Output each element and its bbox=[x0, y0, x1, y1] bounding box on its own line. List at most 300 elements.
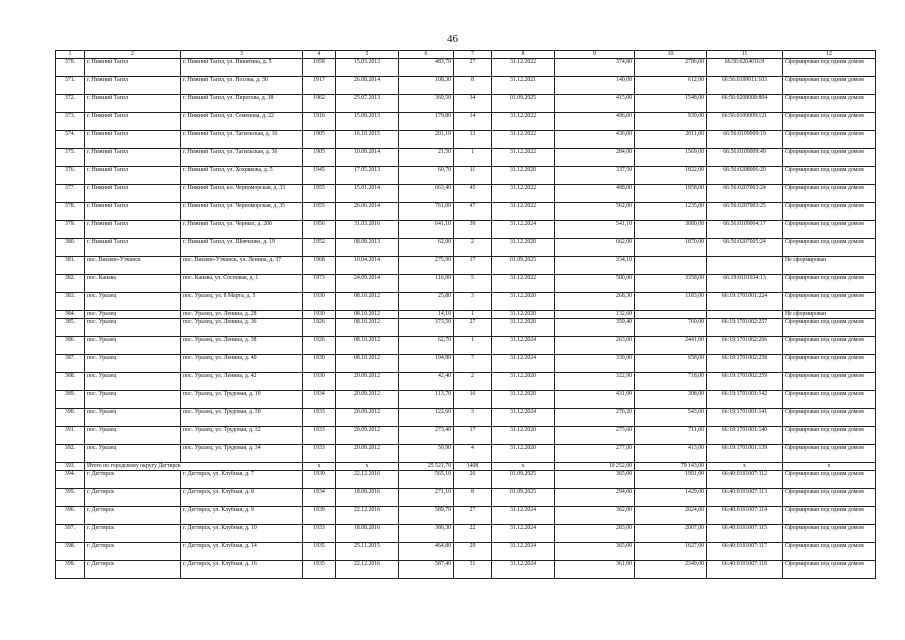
row-number-cell: 396. bbox=[56, 507, 85, 525]
land-status-cell: Сформирован под одним домом bbox=[783, 507, 876, 525]
build-year-cell: 1939 bbox=[303, 471, 336, 489]
deadline-date-cell: 01.09.2025 bbox=[492, 489, 555, 507]
cadastral-number-cell: 66:56:0207003:24 bbox=[707, 185, 783, 203]
address-cell: пос. Уралец, ул. Трудовая, д. 32 bbox=[181, 427, 303, 445]
record-date-cell: 22.12.2016 bbox=[336, 561, 399, 579]
address-cell: пос. Висимо-Уткинск, ул. Ленина, д. 37 bbox=[181, 257, 303, 275]
address-cell: пос. Уралец, ул. Ленина, д. 42 bbox=[181, 373, 303, 391]
record-date-cell: 15.03.2013 bbox=[336, 59, 399, 77]
area-cell: 194,80 bbox=[399, 355, 454, 373]
area-cell: 761,00 bbox=[399, 203, 454, 221]
column-10-value-cell: 1858,00 bbox=[635, 185, 707, 203]
address-cell: г. Дегтярск, ул. Клубная, д. 8 bbox=[181, 489, 303, 507]
residents-cell: 1 bbox=[454, 149, 492, 167]
area-cell: 50,90 bbox=[399, 445, 454, 463]
area-cell: 201,10 bbox=[399, 131, 454, 149]
area-cell: 42,40 bbox=[399, 373, 454, 391]
column-header-9: 9 bbox=[555, 51, 635, 59]
table-row bbox=[56, 257, 876, 275]
land-status-cell: Сформирован под одним домом bbox=[783, 489, 876, 507]
table-body bbox=[56, 59, 876, 579]
column-9-value-cell: 339,00 bbox=[555, 355, 635, 373]
column-9-value-cell: 662,00 bbox=[555, 239, 635, 257]
build-year-cell: 1930 bbox=[303, 293, 336, 311]
table-row bbox=[56, 373, 876, 391]
land-status-cell: Не сформирован bbox=[783, 311, 876, 319]
area-cell: 369,50 bbox=[399, 95, 454, 113]
column-9-value-cell: 277,00 bbox=[555, 445, 635, 463]
land-status-cell: Сформирован под одним домом bbox=[783, 221, 876, 239]
row-number-cell: 378. bbox=[56, 203, 85, 221]
cadastral-number-cell: 66:19:1701001:142 bbox=[707, 391, 783, 409]
record-date-cell: 20.09.2012 bbox=[336, 373, 399, 391]
cadastral-number-cell: 66:56:0207005:24 bbox=[707, 239, 783, 257]
land-status-cell: Сформирован под одним домом bbox=[783, 337, 876, 355]
area-cell: 62,90 bbox=[399, 239, 454, 257]
column-9-value-cell: 268,30 bbox=[555, 293, 635, 311]
deadline-date-cell: 31.12.2024 bbox=[492, 409, 555, 427]
record-date-cell: 25.11.2015 bbox=[336, 543, 399, 561]
address-cell: г. Нижний Тагил, ул. Носова, д. 30 bbox=[181, 77, 303, 95]
row-number-cell: 376. bbox=[56, 167, 85, 185]
address-cell: г. Нижний Тагил, ул. Шевченко, д. 19 bbox=[181, 239, 303, 257]
settlement-cell: г. Нижний Тагил bbox=[85, 95, 181, 113]
record-date-cell: 24.09.2014 bbox=[336, 275, 399, 293]
row-number-cell: 385. bbox=[56, 319, 85, 337]
table-row bbox=[56, 95, 876, 113]
settlement-cell: пос. Уралец bbox=[85, 409, 181, 427]
residents-cell: 11 bbox=[454, 167, 492, 185]
build-year-cell: 1934 bbox=[303, 391, 336, 409]
cadastral-number-cell: 66:40:0101007:113 bbox=[707, 489, 783, 507]
table-row bbox=[56, 275, 876, 293]
land-status-cell: Сформирован под одним домом bbox=[783, 525, 876, 543]
column-9-value-cell: 436,00 bbox=[555, 131, 635, 149]
record-date-cell: 20.09.2012 bbox=[336, 391, 399, 409]
residents-cell: 5 bbox=[454, 275, 492, 293]
land-status-cell: Сформирован под одним домом bbox=[783, 59, 876, 77]
cadastral-number-cell: 66:19:1701001:141 bbox=[707, 409, 783, 427]
row-number-cell: 380. bbox=[56, 239, 85, 257]
row-number-cell: 399. bbox=[56, 561, 85, 579]
column-header-7: 7 bbox=[454, 51, 492, 59]
cadastral-number-cell: 66:56:0208006:20 bbox=[707, 167, 783, 185]
build-year-cell: 1934 bbox=[303, 489, 336, 507]
cadastral-number-cell: 66:56:0109004:17 bbox=[707, 221, 783, 239]
row-number-cell: 398. bbox=[56, 543, 85, 561]
total-col-4-cell: x bbox=[303, 463, 336, 471]
total-col-12-cell: x bbox=[783, 463, 876, 471]
area-cell: 464,80 bbox=[399, 543, 454, 561]
land-status-cell: Сформирован под одним домом bbox=[783, 409, 876, 427]
address-cell: г. Дегтярск, ул. Клубная, д. 9 bbox=[181, 507, 303, 525]
column-9-value-cell: 431,00 bbox=[555, 391, 635, 409]
cadastral-number-cell: 66:56:0109009:121 bbox=[707, 113, 783, 131]
land-status-cell: Сформирован под одним домом bbox=[783, 113, 876, 131]
table-row bbox=[56, 221, 876, 239]
address-cell: пос. Уралец, ул. Трудовая, д. 19 bbox=[181, 391, 303, 409]
column-10-value-cell: 1235,00 bbox=[635, 203, 707, 221]
settlement-cell: г. Нижний Тагил bbox=[85, 221, 181, 239]
settlement-cell: г. Нижний Тагил bbox=[85, 131, 181, 149]
column-9-value-cell: 294,00 bbox=[555, 489, 635, 507]
register-table bbox=[55, 50, 876, 579]
deadline-date-cell: 31.12.2020 bbox=[492, 319, 555, 337]
table-row bbox=[56, 427, 876, 445]
cadastral-number-cell: 66:40:0101007:112 bbox=[707, 471, 783, 489]
column-10-value-cell: 1183,00 bbox=[635, 293, 707, 311]
address-cell: г. Дегтярск, ул. Клубная, д. 7 bbox=[181, 471, 303, 489]
deadline-date-cell: 31.12.2020 bbox=[492, 373, 555, 391]
area-cell: 587,40 bbox=[399, 561, 454, 579]
address-cell: пос. Уралец, ул. Ленина, д. 28 bbox=[181, 311, 303, 319]
cadastral-number-cell: 66:56:0207003:25 bbox=[707, 203, 783, 221]
residents-cell: 31 bbox=[454, 561, 492, 579]
address-cell: г. Дегтярск, ул. Клубная, д. 16 bbox=[181, 561, 303, 579]
record-date-cell: 08.10.2012 bbox=[336, 293, 399, 311]
cadastral-number-cell bbox=[707, 311, 783, 319]
deadline-date-cell: 31.12.2024 bbox=[492, 507, 555, 525]
address-cell: г. Нижний Тагил, ул. Черноморская, д. 35 bbox=[181, 203, 303, 221]
column-9-value-cell: 374,80 bbox=[555, 59, 635, 77]
deadline-date-cell: 31.12.2022 bbox=[492, 185, 555, 203]
column-9-value-cell: 496,00 bbox=[555, 113, 635, 131]
column-9-value-cell: 365,00 bbox=[555, 471, 635, 489]
column-10-value-cell: 2011,00 bbox=[635, 131, 707, 149]
build-year-cell: 1905 bbox=[303, 131, 336, 149]
settlement-cell: пос. Уралец bbox=[85, 293, 181, 311]
land-status-cell: Сформирован под одним домом bbox=[783, 293, 876, 311]
total-label-cell: Итого по городскому округу Дегтярск bbox=[85, 463, 303, 471]
cadastral-number-cell: 66:19:1701002:266 bbox=[707, 337, 783, 355]
residents-cell: 13 bbox=[454, 131, 492, 149]
record-date-cell: 10.09.2014 bbox=[336, 149, 399, 167]
area-cell: 483,70 bbox=[399, 59, 454, 77]
row-number-cell: 387. bbox=[56, 355, 85, 373]
area-cell: 589,70 bbox=[399, 507, 454, 525]
cadastral-number-cell: 66:56:0208008:804 bbox=[707, 95, 783, 113]
column-9-value-cell: 541,10 bbox=[555, 221, 635, 239]
column-9-value-cell: 140,00 bbox=[555, 77, 635, 95]
table-row bbox=[56, 471, 876, 489]
row-number-cell: 372. bbox=[56, 95, 85, 113]
land-status-cell: Сформирован под одним домом bbox=[783, 131, 876, 149]
record-date-cell: 22.12.2016 bbox=[336, 507, 399, 525]
column-10-value-cell: 543,00 bbox=[635, 409, 707, 427]
table-row bbox=[56, 59, 876, 77]
residents-cell: 3 bbox=[454, 409, 492, 427]
column-header-1: 1 bbox=[56, 51, 85, 59]
row-number-cell: 382. bbox=[56, 275, 85, 293]
row-number-cell: 379. bbox=[56, 221, 85, 239]
column-10-value-cell: 711,00 bbox=[635, 427, 707, 445]
settlement-cell: пос. Уралец bbox=[85, 427, 181, 445]
build-year-cell: 1916 bbox=[303, 113, 336, 131]
table-row bbox=[56, 167, 876, 185]
build-year-cell: 1939 bbox=[303, 507, 336, 525]
record-date-cell: 18.08.2016 bbox=[336, 489, 399, 507]
total-residents-cell: 1408 bbox=[454, 463, 492, 471]
column-9-value-cell: 276,20 bbox=[555, 409, 635, 427]
settlement-cell: г. Дегтярск bbox=[85, 525, 181, 543]
cadastral-number-cell: 66:19:1701002:259 bbox=[707, 373, 783, 391]
settlement-cell: пос. Уралец bbox=[85, 311, 181, 319]
address-cell: г. Нижний Тагил, ул. Тагильская, д. 36 bbox=[181, 149, 303, 167]
land-status-cell: Сформирован под одним домом bbox=[783, 203, 876, 221]
column-9-value-cell: 359,40 bbox=[555, 319, 635, 337]
residents-cell: 4 bbox=[454, 445, 492, 463]
column-10-value-cell: 718,00 bbox=[635, 373, 707, 391]
settlement-cell: г. Дегтярск bbox=[85, 543, 181, 561]
address-cell: г. Нижний Тагил, ул. Черных, д. 20б bbox=[181, 221, 303, 239]
cadastral-number-cell: 66:40:0101007:118 bbox=[707, 561, 783, 579]
settlement-cell: пос. Уралец bbox=[85, 337, 181, 355]
total-col-5-cell: x bbox=[336, 463, 399, 471]
row-number-cell: 381. bbox=[56, 257, 85, 275]
record-date-cell: 16.10.2015 bbox=[336, 131, 399, 149]
land-status-cell: Сформирован под одним домом bbox=[783, 319, 876, 337]
settlement-cell: г. Дегтярск bbox=[85, 489, 181, 507]
land-status-cell: Сформирован под одним домом bbox=[783, 427, 876, 445]
table-row bbox=[56, 319, 876, 337]
area-cell: 21,50 bbox=[399, 149, 454, 167]
land-status-cell: Сформирован под одним домом bbox=[783, 95, 876, 113]
column-10-value-cell: 2349,00 bbox=[635, 561, 707, 579]
table-row bbox=[56, 337, 876, 355]
cadastral-number-cell: 66:19:1701002:257 bbox=[707, 319, 783, 337]
cadastral-number-cell: 66:56:0109011:103 bbox=[707, 77, 783, 95]
address-cell: г. Нижний Тагил, ул. Хохрякова, д. 5 bbox=[181, 167, 303, 185]
build-year-cell: 1930 bbox=[303, 311, 336, 319]
land-status-cell: Сформирован под одним домом bbox=[783, 149, 876, 167]
row-number-cell: 386. bbox=[56, 337, 85, 355]
address-cell: г. Нижний Тагил, ул. Тагильская, д. 16 bbox=[181, 131, 303, 149]
settlement-cell: пос. Уралец bbox=[85, 319, 181, 337]
table-row bbox=[56, 77, 876, 95]
record-date-cell: 18.08.2016 bbox=[336, 525, 399, 543]
column-10-value-cell: 1569,00 bbox=[635, 149, 707, 167]
land-status-cell: Сформирован под одним домом bbox=[783, 445, 876, 463]
row-number-cell: 388. bbox=[56, 373, 85, 391]
record-date-cell: 15.01.2014 bbox=[336, 185, 399, 203]
address-cell: пос. Уралец, ул. Ленина, д. 38 bbox=[181, 337, 303, 355]
deadline-date-cell: 31.12.2022 bbox=[492, 203, 555, 221]
column-9-value-cell: 284,00 bbox=[555, 149, 635, 167]
address-cell: г. Нижний Тагил, кл. Черноморская, д. 33 bbox=[181, 185, 303, 203]
settlement-cell: г. Дегтярск bbox=[85, 471, 181, 489]
table-row bbox=[56, 489, 876, 507]
record-date-cell: 17.05.2013 bbox=[336, 167, 399, 185]
row-number-cell: 375. bbox=[56, 149, 85, 167]
settlement-cell: пос. Уралец bbox=[85, 445, 181, 463]
area-cell: 62,70 bbox=[399, 337, 454, 355]
column-header-4: 4 bbox=[303, 51, 336, 59]
settlement-cell: пос. Канава bbox=[85, 275, 181, 293]
column-header-11: 11 bbox=[707, 51, 783, 59]
settlement-cell: г. Нижний Тагил bbox=[85, 149, 181, 167]
total-col-11-cell: x bbox=[707, 463, 783, 471]
residents-cell: 27 bbox=[454, 319, 492, 337]
row-number-cell: 383. bbox=[56, 293, 85, 311]
land-status-cell: Не сформирован bbox=[783, 257, 876, 275]
cadastral-number-cell bbox=[707, 257, 783, 275]
column-10-value-cell: 612,00 bbox=[635, 77, 707, 95]
build-year-cell: 1930 bbox=[303, 355, 336, 373]
total-col-8-cell: x bbox=[492, 463, 555, 471]
land-status-cell: Сформирован под одним домом bbox=[783, 167, 876, 185]
area-cell: 14,10 bbox=[399, 311, 454, 319]
column-9-value-cell: 500,00 bbox=[555, 275, 635, 293]
residents-cell: 29 bbox=[454, 543, 492, 561]
record-date-cell: 08.10.2012 bbox=[336, 311, 399, 319]
address-cell: г. Нижний Тагил, ул. Семенова, д. 22 bbox=[181, 113, 303, 131]
area-cell: 663,40 bbox=[399, 185, 454, 203]
column-10-value-cell: 1822,00 bbox=[635, 167, 707, 185]
table-row bbox=[56, 311, 876, 319]
residents-cell: 22 bbox=[454, 525, 492, 543]
deadline-date-cell: 31.12.2024 bbox=[492, 525, 555, 543]
land-status-cell: Сформирован под одним домом bbox=[783, 77, 876, 95]
build-year-cell: 1935 bbox=[303, 543, 336, 561]
column-9-value-cell: 263,00 bbox=[555, 337, 635, 355]
record-date-cell: 08.10.2012 bbox=[336, 337, 399, 355]
build-year-cell: 1935 bbox=[303, 561, 336, 579]
settlement-cell: г. Дегтярск bbox=[85, 507, 181, 525]
residents-cell: 2 bbox=[454, 373, 492, 391]
column-10-value-cell: 2024,00 bbox=[635, 507, 707, 525]
column-10-value-cell: 1991,00 bbox=[635, 471, 707, 489]
column-10-value-cell: 1627,00 bbox=[635, 543, 707, 561]
record-date-cell: 08.10.2012 bbox=[336, 319, 399, 337]
total-number-cell: 393. bbox=[56, 463, 85, 471]
table-row bbox=[56, 525, 876, 543]
residents-cell: 1 bbox=[454, 337, 492, 355]
land-status-cell: Сформирован под одним домом bbox=[783, 355, 876, 373]
record-date-cell: 15.08.2013 bbox=[336, 113, 399, 131]
table-row bbox=[56, 239, 876, 257]
residents-cell: 17 bbox=[454, 257, 492, 275]
area-cell: 386,30 bbox=[399, 525, 454, 543]
column-header-5: 5 bbox=[336, 51, 399, 59]
land-status-cell: Сформирован под одним домом bbox=[783, 471, 876, 489]
column-10-value-cell: 1870,00 bbox=[635, 239, 707, 257]
column-9-value-cell: 488,00 bbox=[555, 185, 635, 203]
deadline-date-cell: 31.12.2022 bbox=[492, 113, 555, 131]
column-10-value-cell: 658,00 bbox=[635, 355, 707, 373]
area-cell: 641,10 bbox=[399, 221, 454, 239]
column-9-value-cell: 365,00 bbox=[555, 543, 635, 561]
record-date-cell: 20.09.2012 bbox=[336, 409, 399, 427]
deadline-date-cell: 01.09.2025 bbox=[492, 95, 555, 113]
column-10-value-cell: 3080,00 bbox=[635, 221, 707, 239]
residents-cell: 14 bbox=[454, 113, 492, 131]
table-row bbox=[56, 391, 876, 409]
land-status-cell: Сформирован под одним домом bbox=[783, 561, 876, 579]
build-year-cell: 1933 bbox=[303, 427, 336, 445]
column-10-value-cell: 1429,00 bbox=[635, 489, 707, 507]
address-cell: пос. Уралец, ул. Ленина, д. 40 bbox=[181, 355, 303, 373]
column-9-value-cell: 362,00 bbox=[555, 507, 635, 525]
settlement-cell: пос. Уралец bbox=[85, 391, 181, 409]
row-number-cell: 394. bbox=[56, 471, 85, 489]
address-cell: пос. Канава, ул. Сосновая, д. 1 bbox=[181, 275, 303, 293]
table-row bbox=[56, 409, 876, 427]
address-cell: пос. Уралец, ул. Трудовая, д. 34 bbox=[181, 445, 303, 463]
deadline-date-cell: 31.12.2020 bbox=[492, 427, 555, 445]
build-year-cell: 1933 bbox=[303, 445, 336, 463]
area-cell: 116,90 bbox=[399, 275, 454, 293]
build-year-cell: 1958 bbox=[303, 59, 336, 77]
table-row bbox=[56, 561, 876, 579]
residents-cell: 39 bbox=[454, 221, 492, 239]
row-number-cell: 371. bbox=[56, 77, 85, 95]
area-cell: 275,90 bbox=[399, 257, 454, 275]
address-cell: г. Дегтярск, ул. Клубная, д. 10 bbox=[181, 525, 303, 543]
record-date-cell: 08.10.2012 bbox=[336, 355, 399, 373]
deadline-date-cell: 31.12.2024 bbox=[492, 355, 555, 373]
settlement-cell: г. Нижний Тагил bbox=[85, 167, 181, 185]
residents-cell: 45 bbox=[454, 185, 492, 203]
address-cell: г. Нижний Тагил, ул. Пирогова, д. 38 bbox=[181, 95, 303, 113]
table-row bbox=[56, 185, 876, 203]
record-date-cell: 22.12.2016 bbox=[336, 471, 399, 489]
row-number-cell: 391. bbox=[56, 427, 85, 445]
deadline-date-cell: 31.12.2020 bbox=[492, 311, 555, 319]
table-row bbox=[56, 507, 876, 525]
table-row bbox=[56, 445, 876, 463]
total-row bbox=[56, 463, 876, 471]
column-header-2: 2 bbox=[85, 51, 181, 59]
residents-cell: 8 bbox=[454, 77, 492, 95]
table-row bbox=[56, 113, 876, 131]
settlement-cell: пос. Уралец bbox=[85, 355, 181, 373]
column-9-value-cell: 322,90 bbox=[555, 373, 635, 391]
cadastral-number-cell: 66:56:0204016:9 bbox=[707, 59, 783, 77]
deadline-date-cell: 01.09.2025 bbox=[492, 471, 555, 489]
row-number-cell: 397. bbox=[56, 525, 85, 543]
settlement-cell: г. Нижний Тагил bbox=[85, 113, 181, 131]
row-number-cell: 374. bbox=[56, 131, 85, 149]
row-number-cell: 384. bbox=[56, 311, 85, 319]
column-9-value-cell: 337,50 bbox=[555, 167, 635, 185]
column-header-6: 6 bbox=[399, 51, 454, 59]
column-9-value-cell: 415,00 bbox=[555, 95, 635, 113]
cadastral-number-cell: 66:40:0101007:115 bbox=[707, 525, 783, 543]
area-cell: 373,50 bbox=[399, 319, 454, 337]
total-col-10-cell: 79 143,00 bbox=[635, 463, 707, 471]
column-10-value-cell: 308,00 bbox=[635, 391, 707, 409]
record-date-cell: 20.09.2012 bbox=[336, 427, 399, 445]
residents-cell: 27 bbox=[454, 59, 492, 77]
row-number-cell: 370. bbox=[56, 59, 85, 77]
build-year-cell: 1955 bbox=[303, 185, 336, 203]
residents-cell: 8 bbox=[454, 489, 492, 507]
column-10-value-cell bbox=[635, 311, 707, 319]
land-status-cell: Сформирован под одним домом bbox=[783, 185, 876, 203]
column-9-value-cell: 562,00 bbox=[555, 203, 635, 221]
column-10-value-cell: 2786,00 bbox=[635, 59, 707, 77]
column-10-value-cell: 3358,00 bbox=[635, 275, 707, 293]
table-row bbox=[56, 131, 876, 149]
column-9-value-cell: 283,00 bbox=[555, 525, 635, 543]
residents-cell: 17 bbox=[454, 427, 492, 445]
column-header-3: 3 bbox=[181, 51, 303, 59]
row-number-cell: 373. bbox=[56, 113, 85, 131]
deadline-date-cell: 31.12.2024 bbox=[492, 221, 555, 239]
row-number-cell: 377. bbox=[56, 185, 85, 203]
column-10-value-cell: 1548,00 bbox=[635, 95, 707, 113]
deadline-date-cell: 31.12.2024 bbox=[492, 561, 555, 579]
